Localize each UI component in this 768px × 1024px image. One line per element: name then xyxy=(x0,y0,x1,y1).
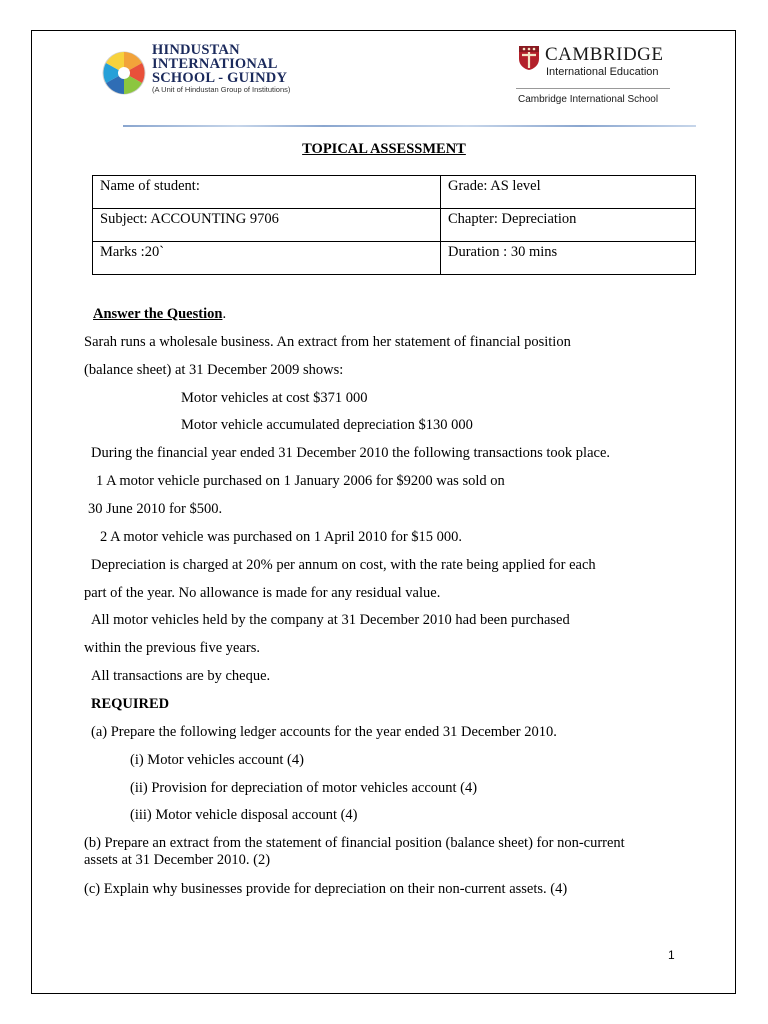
body-line: During the financial year ended 31 December 2010 the following transactions took place. xyxy=(91,445,611,461)
name-cell: Name of student: xyxy=(93,176,441,209)
chapter-cell: Chapter: Depreciation xyxy=(441,209,696,242)
table-row xyxy=(93,242,696,275)
school-logo xyxy=(92,41,298,103)
question-b: (b) Prepare an extract from the statement of financial position (balance sheet) for non-current xyxy=(84,835,625,851)
body-line: within the previous five years. xyxy=(84,640,260,656)
instruction: Answer the Question. xyxy=(93,306,227,322)
question-a: (a) Prepare the following ledger accounts for the year ended 31 December 2010. xyxy=(91,724,557,740)
duration-cell: Duration : 30 mins xyxy=(441,242,696,275)
transaction-line: 1 A motor vehicle purchased on 1 January 2006 for $9200 was sold on xyxy=(96,473,505,489)
marks-cell: Marks :20` xyxy=(93,242,441,275)
question-b-cont: assets at 31 December 2010. (2) xyxy=(84,852,271,868)
body-line: (balance sheet) at 31 December 2009 shows: xyxy=(84,362,344,378)
balance-item: Motor vehicle accumulated depreciation $130 000 xyxy=(181,417,473,433)
cambridge-title: CAMBRIDGE xyxy=(545,44,664,65)
subject-cell: Subject: ACCOUNTING 9706 xyxy=(93,209,441,242)
hindustan-emblem-icon xyxy=(98,43,150,99)
required-heading: REQUIRED xyxy=(91,696,170,712)
table-row xyxy=(93,176,696,209)
school-name: HINDUSTAN INTERNATIONAL SCHOOL - GUINDY xyxy=(152,42,288,86)
body-line: Depreciation is charged at 20% per annum on cost, with the rate being applied for each xyxy=(91,557,596,573)
body-line: All transactions are by cheque. xyxy=(91,668,271,684)
question-c: (c) Explain why businesses provide for depreciation on their non-current assets. (4) xyxy=(84,881,568,897)
body-line: Sarah runs a wholesale business. An extract from her statement of financial position xyxy=(84,334,571,350)
body-line: All motor vehicles held by the company at 31 December 2010 had been purchased xyxy=(91,612,570,628)
school-subline: (A Unit of Hindustan Group of Institutions) xyxy=(152,85,291,94)
balance-item: Motor vehicles at cost $371 000 xyxy=(181,390,368,406)
question-a-i: (i) Motor vehicles account (4) xyxy=(130,752,304,768)
header-rule xyxy=(123,125,696,127)
info-table xyxy=(92,175,696,275)
table-row xyxy=(93,209,696,242)
cambridge-divider xyxy=(516,88,670,89)
cambridge-shield-icon xyxy=(518,45,540,71)
body-line: part of the year. No allowance is made for any residual value. xyxy=(84,585,441,601)
cambridge-logo xyxy=(516,44,676,110)
cambridge-school: Cambridge International School xyxy=(518,94,659,105)
document-title: TOPICAL ASSESSMENT xyxy=(302,141,466,157)
grade-cell: Grade: AS level xyxy=(441,176,696,209)
transaction-line: 30 June 2010 for $500. xyxy=(88,501,223,517)
cambridge-subtitle: International Education xyxy=(546,66,659,78)
question-a-iii: (iii) Motor vehicle disposal account (4) xyxy=(130,807,358,823)
transaction-line: 2 A motor vehicle was purchased on 1 April 2010 for $15 000. xyxy=(100,529,463,545)
page-number: 1 xyxy=(668,948,675,962)
question-a-ii: (ii) Provision for depreciation of motor vehicles account (4) xyxy=(130,780,478,796)
